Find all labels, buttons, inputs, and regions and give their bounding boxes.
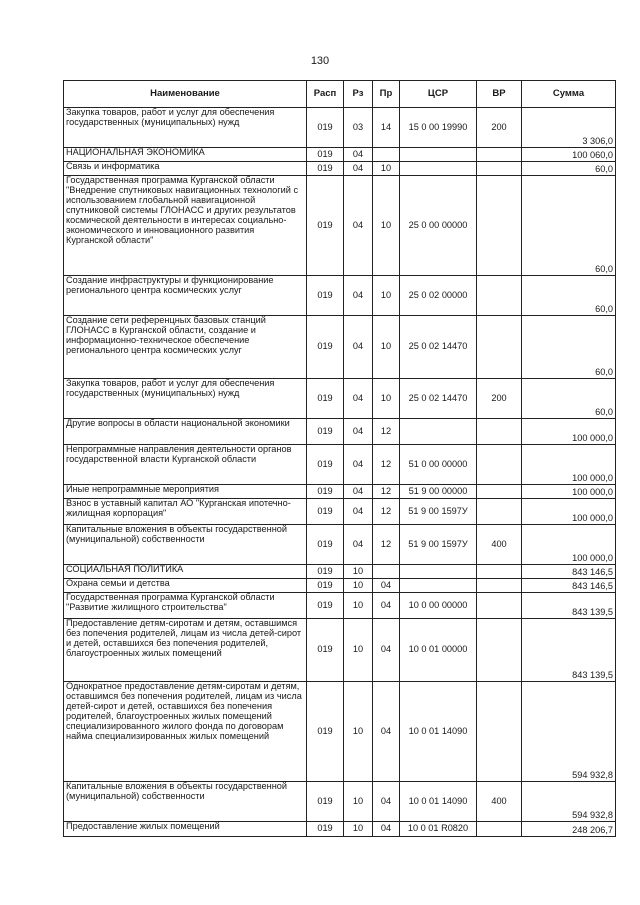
table-body <box>64 108 616 837</box>
cell-csr <box>400 148 477 162</box>
cell-vr <box>477 499 522 525</box>
table-row <box>64 276 616 316</box>
cell-pr: 10 <box>373 316 400 379</box>
cell-pr: 04 <box>373 822 400 837</box>
cell-vr <box>477 619 522 682</box>
cell-rz: 10 <box>344 579 373 593</box>
cell-pr: 10 <box>373 276 400 316</box>
cell-rasp: 019 <box>307 593 344 619</box>
cell-rz: 04 <box>344 445 373 485</box>
table-row <box>64 176 616 276</box>
cell-csr <box>400 162 477 176</box>
cell-csr: 25 0 02 14470 <box>400 379 477 419</box>
table-row <box>64 162 616 176</box>
table-row <box>64 579 616 593</box>
cell-vr <box>477 822 522 837</box>
cell-sum: 100 000,0 <box>522 419 616 445</box>
cell-pr: 04 <box>373 682 400 782</box>
cell-csr: 10 0 01 R0820 <box>400 822 477 837</box>
cell-rz: 03 <box>344 108 373 148</box>
cell-pr <box>373 148 400 162</box>
cell-rz: 04 <box>344 276 373 316</box>
table-row <box>64 619 616 682</box>
cell-csr: 51 9 00 1597У <box>400 499 477 525</box>
cell-rz: 10 <box>344 682 373 782</box>
cell-name: Охрана семьи и детства <box>64 579 307 593</box>
table-row <box>64 379 616 419</box>
cell-name: Государственная программа Курганской области "Развитие жилищного строительства" <box>64 593 307 619</box>
cell-rz: 04 <box>344 162 373 176</box>
cell-sum: 60,0 <box>522 316 616 379</box>
cell-csr: 25 0 00 00000 <box>400 176 477 276</box>
cell-name: Государственная программа Курганской области "Внедрение спутниковых навигационных технологий с использованием глобальной навигационной спутниковой системы ГЛОНАСС и других результатов космической деятельности в интересах социально-экономического и инновационного развития Курганской области" <box>64 176 307 276</box>
header-rz: Рз <box>344 81 373 108</box>
cell-sum: 594 932,8 <box>522 682 616 782</box>
table-row <box>64 593 616 619</box>
cell-rasp: 019 <box>307 822 344 837</box>
cell-name: Непрограммные направления деятельности органов государственной власти Курганской области <box>64 445 307 485</box>
table-row <box>64 499 616 525</box>
table-header-row <box>64 81 616 108</box>
table-row <box>64 565 616 579</box>
cell-vr <box>477 485 522 499</box>
cell-vr <box>477 419 522 445</box>
cell-pr: 04 <box>373 579 400 593</box>
cell-pr: 12 <box>373 499 400 525</box>
cell-rz: 10 <box>344 619 373 682</box>
cell-name: Капитальные вложения в объекты государственной (муниципальной) собственности <box>64 782 307 822</box>
cell-name: Однократное предоставление детям-сиротам и детям, оставшимся без попечения родителей, лицам из числа детей-сирот и детей, оставшихся без попечения родителей, благоустроенных жилых помещений специализированного жилого фонда по договорам найма специализированных жилых помещений <box>64 682 307 782</box>
cell-name: Капитальные вложения в объекты государственной (муниципальной) собственности <box>64 525 307 565</box>
cell-pr: 12 <box>373 419 400 445</box>
cell-csr: 10 0 01 14090 <box>400 782 477 822</box>
cell-csr: 51 0 00 00000 <box>400 445 477 485</box>
cell-vr <box>477 316 522 379</box>
cell-sum: 100 000,0 <box>522 445 616 485</box>
cell-rz: 04 <box>344 485 373 499</box>
cell-rasp: 019 <box>307 316 344 379</box>
header-pr: Пр <box>373 81 400 108</box>
cell-pr: 04 <box>373 593 400 619</box>
cell-name: Закупка товаров, работ и услуг для обеспечения государственных (муниципальных) нужд <box>64 108 307 148</box>
cell-pr: 04 <box>373 619 400 682</box>
cell-name: Взнос в уставный капитал АО "Курганская ипотечно-жилищная корпорация" <box>64 499 307 525</box>
cell-pr <box>373 565 400 579</box>
header-csr: ЦСР <box>400 81 477 108</box>
cell-sum: 60,0 <box>522 176 616 276</box>
cell-pr: 12 <box>373 525 400 565</box>
cell-name: Закупка товаров, работ и услуг для обеспечения государственных (муниципальных) нужд <box>64 379 307 419</box>
cell-name: Предоставление детям-сиротам и детям, оставшимся без попечения родителей, лицам из числа детей-сирот и детей, оставшихся без попечения родителей, благоустроенных жилых помещений <box>64 619 307 682</box>
table-row <box>64 822 616 837</box>
cell-sum: 60,0 <box>522 162 616 176</box>
cell-sum: 60,0 <box>522 276 616 316</box>
header-sum: Сумма <box>522 81 616 108</box>
cell-csr: 25 0 02 14470 <box>400 316 477 379</box>
table-row <box>64 148 616 162</box>
cell-pr: 14 <box>373 108 400 148</box>
cell-rasp: 019 <box>307 579 344 593</box>
cell-rasp: 019 <box>307 565 344 579</box>
cell-name: Предоставление жилых помещений <box>64 822 307 837</box>
cell-sum: 843 146,5 <box>522 565 616 579</box>
cell-rz: 04 <box>344 419 373 445</box>
cell-rasp: 019 <box>307 162 344 176</box>
cell-csr: 10 0 01 14090 <box>400 682 477 782</box>
cell-csr: 10 0 01 00000 <box>400 619 477 682</box>
cell-sum: 843 139,5 <box>522 619 616 682</box>
cell-name: СОЦИАЛЬНАЯ ПОЛИТИКА <box>64 565 307 579</box>
cell-pr: 12 <box>373 445 400 485</box>
header-name: Наименование <box>64 81 307 108</box>
cell-csr: 10 0 00 00000 <box>400 593 477 619</box>
cell-vr <box>477 176 522 276</box>
cell-vr <box>477 162 522 176</box>
cell-rasp: 019 <box>307 108 344 148</box>
cell-sum: 843 146,5 <box>522 579 616 593</box>
cell-csr <box>400 565 477 579</box>
table-row <box>64 525 616 565</box>
cell-pr: 12 <box>373 485 400 499</box>
cell-rasp: 019 <box>307 445 344 485</box>
cell-sum: 100 000,0 <box>522 485 616 499</box>
cell-rasp: 019 <box>307 176 344 276</box>
cell-pr: 10 <box>373 176 400 276</box>
cell-sum: 248 206,7 <box>522 822 616 837</box>
cell-name: Создание инфраструктуры и функционирование регионального центра космических услуг <box>64 276 307 316</box>
cell-sum: 3 306,0 <box>522 108 616 148</box>
cell-vr <box>477 148 522 162</box>
table-row <box>64 419 616 445</box>
cell-vr <box>477 593 522 619</box>
cell-rz: 10 <box>344 593 373 619</box>
cell-rasp: 019 <box>307 276 344 316</box>
cell-sum: 843 139,5 <box>522 593 616 619</box>
table-row <box>64 445 616 485</box>
cell-rz: 04 <box>344 379 373 419</box>
cell-rasp: 019 <box>307 148 344 162</box>
cell-rz: 04 <box>344 176 373 276</box>
cell-rasp: 019 <box>307 419 344 445</box>
cell-rasp: 019 <box>307 619 344 682</box>
cell-rz: 10 <box>344 822 373 837</box>
cell-csr <box>400 579 477 593</box>
cell-rasp: 019 <box>307 379 344 419</box>
page-number: 130 <box>310 55 330 67</box>
header-rasp: Расп <box>307 81 344 108</box>
cell-vr <box>477 445 522 485</box>
cell-vr <box>477 682 522 782</box>
cell-rz: 10 <box>344 565 373 579</box>
cell-pr: 10 <box>373 162 400 176</box>
cell-name: НАЦИОНАЛЬНАЯ ЭКОНОМИКА <box>64 148 307 162</box>
cell-rasp: 019 <box>307 682 344 782</box>
table-row <box>64 485 616 499</box>
cell-pr: 10 <box>373 379 400 419</box>
cell-csr: 51 9 00 00000 <box>400 485 477 499</box>
cell-name: Иные непрограммные мероприятия <box>64 485 307 499</box>
cell-name: Связь и информатика <box>64 162 307 176</box>
cell-rasp: 019 <box>307 525 344 565</box>
table-row <box>64 316 616 379</box>
cell-pr: 04 <box>373 782 400 822</box>
cell-rz: 04 <box>344 499 373 525</box>
header-vr: ВР <box>477 81 522 108</box>
table-row <box>64 108 616 148</box>
budget-table <box>63 80 616 837</box>
cell-vr: 400 <box>477 782 522 822</box>
table-row <box>64 782 616 822</box>
cell-rasp: 019 <box>307 485 344 499</box>
cell-vr <box>477 276 522 316</box>
table-row <box>64 682 616 782</box>
cell-sum: 100 060,0 <box>522 148 616 162</box>
cell-rz: 10 <box>344 782 373 822</box>
cell-name: Другие вопросы в области национальной экономики <box>64 419 307 445</box>
cell-vr: 200 <box>477 379 522 419</box>
cell-sum: 60,0 <box>522 379 616 419</box>
cell-csr: 25 0 02 00000 <box>400 276 477 316</box>
cell-vr: 400 <box>477 525 522 565</box>
cell-sum: 100 000,0 <box>522 499 616 525</box>
cell-csr: 15 0 00 19990 <box>400 108 477 148</box>
cell-rasp: 019 <box>307 499 344 525</box>
cell-vr <box>477 579 522 593</box>
cell-vr <box>477 565 522 579</box>
cell-vr: 200 <box>477 108 522 148</box>
cell-csr <box>400 419 477 445</box>
cell-rz: 04 <box>344 148 373 162</box>
cell-rz: 04 <box>344 316 373 379</box>
cell-csr: 51 9 00 1597У <box>400 525 477 565</box>
cell-name: Создание сети референцных базовых станций ГЛОНАСС в Курганской области, создание и информационно-техническое обеспечение регионального центра космических услуг <box>64 316 307 379</box>
cell-rasp: 019 <box>307 782 344 822</box>
cell-sum: 594 932,8 <box>522 782 616 822</box>
cell-rz: 04 <box>344 525 373 565</box>
cell-sum: 100 000,0 <box>522 525 616 565</box>
